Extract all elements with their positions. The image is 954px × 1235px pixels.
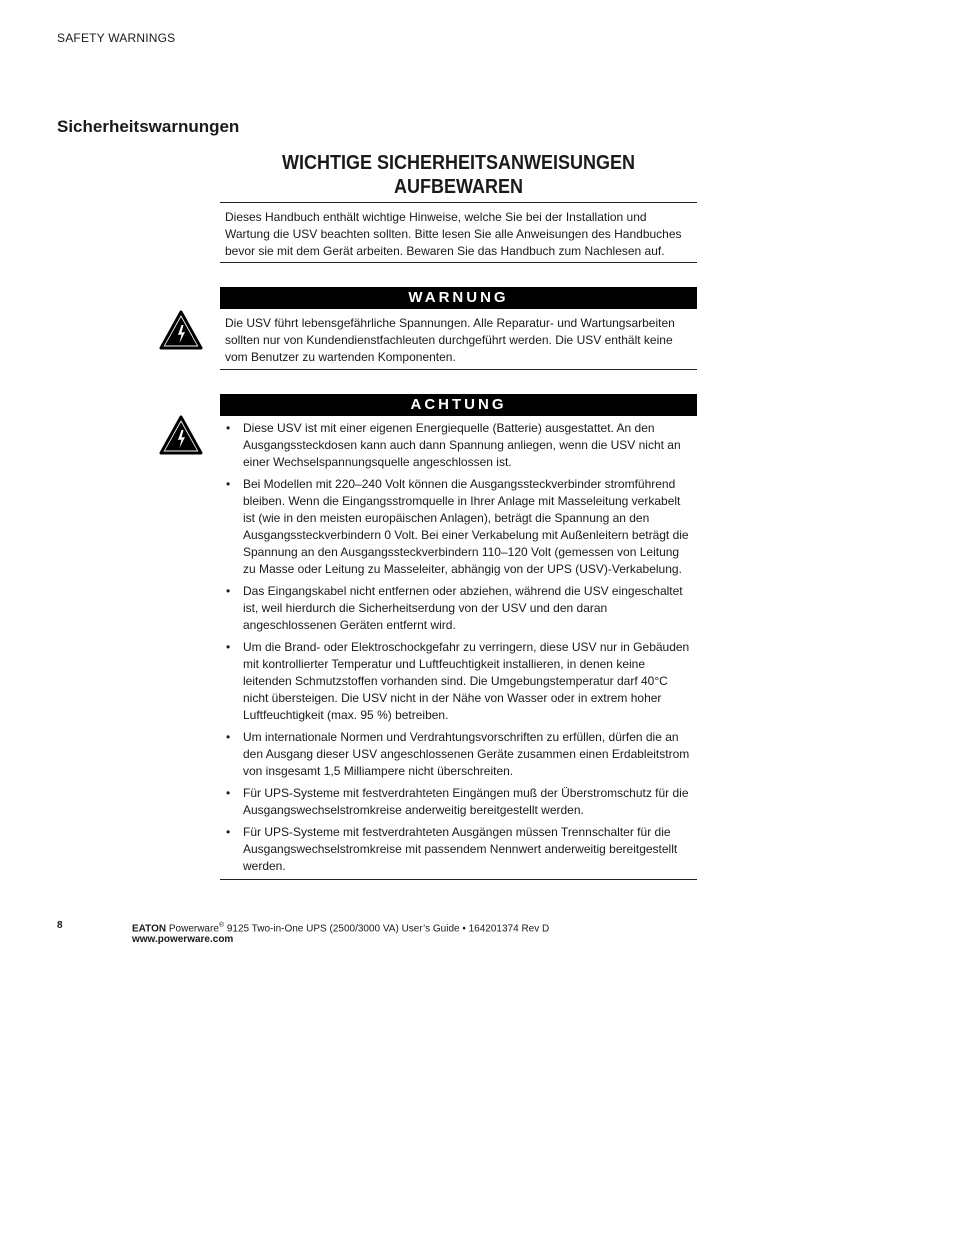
caution-item-text: Für UPS-Systeme mit festverdrahteten Eingängen muß der Überstromschutz für die Ausgangswechselstromkreise anderweitig bereitgestellt werden. (243, 786, 689, 817)
running-header: SAFETY WARNINGS (57, 31, 176, 45)
caution-item-text: Diese USV ist mit einer eigenen Energiequelle (Batterie) ausgestattet. An den Ausgangssteckdosen kann auch dann Spannung anliegen, wenn die USV nicht an einer Wechselspannungsquelle angeschlossen ist. (243, 421, 681, 469)
section-title: Sicherheitswarnungen (57, 117, 240, 136)
footer-website: www.powerware.com (132, 934, 234, 946)
caution-item-text: Um internationale Normen und Verdrahtungsvorschriften zu erfüllen, dürfen die an den Ausgang dieser USV angeschlossenen Geräte zusammen einen Erdableitstrom von insgesamt 1,5 Milliampere nicht überschreiten. (243, 730, 690, 778)
warning-banner: WARNUNG (220, 287, 697, 309)
bullet-symbol: • (226, 640, 231, 654)
caution-item-text: Bei Modellen mit 220–240 Volt können die Ausgangssteckverbinder stromführend bleiben. Wenn die Eingangsstromquelle in Ihrer Anlage mit Masseleitung verkabelt ist (wie in den meisten europäischen Anlagen), beträgt die Spannung an den Ausgangssteckverbindern 0 Volt. Bei einer Verkabelung mit Außenleitern beträgt die Spannung an den Ausgangssteckverbindern 110–120 Volt (gemessen von Leitung zu Masse oder Leitung zu Masseleiter, abhängig von der UPS (USV)-Verkabelung. (243, 477, 689, 576)
electrical-hazard-icon (159, 415, 203, 460)
caution-item-text: Für UPS-Systeme mit festverdrahteten Ausgängen müssen Trennschalter für die Ausgangswechselstromkreise mit passendem Nennwert anderweitig bereitgestellt werden. (243, 825, 678, 873)
bullet-symbol: • (226, 825, 231, 839)
footer-registered-mark: ® (218, 922, 225, 929)
bullet-symbol: • (226, 786, 231, 800)
footer-brand: EATON (132, 923, 167, 935)
footer-product: Powerware (168, 923, 219, 935)
intro-paragraph: Dieses Handbuch enthält wichtige Hinweise, welche Sie bei der Installation und Wartung die USV beachten sollten. Bitte lesen Sie alle Anweisungen des Handbuches bevor sie mit dem Gerät arbeiten. Bewaren Sie das Handbuch zum Nachlesen auf. (220, 202, 697, 263)
main-title (244, 151, 673, 199)
caution-list-item (220, 729, 695, 780)
caution-list (220, 420, 697, 880)
bullet-symbol: • (226, 730, 231, 744)
caution-list-item (220, 785, 695, 819)
bullet-symbol: • (226, 421, 231, 435)
bullet-symbol: • (226, 477, 231, 491)
caution-banner: ACHTUNG (220, 394, 697, 416)
page-number: 8 (57, 920, 63, 931)
caution-item-text: Um die Brand- oder Elektroschockgefahr zu verringern, diese USV nur in Gebäuden mit kontrollierter Temperatur und Luftfeuchtigkeit installieren, in denen keine leitenden Schmutzstoffen vorhanden sind. Die Umgebungstemperatur darf 40°C nicht übersteigen. Die USV nicht in der Nähe von Wasser oder in extrem hoher Luftfeuchtigkeit (max. 95 %) betreiben. (243, 640, 690, 722)
footer-info (132, 920, 549, 945)
warning-text: Die USV führt lebensgefährliche Spannungen. Alle Reparatur- und Wartungsarbeiten sollten nur von Kundendienstfachleuten durchgeführt werden. Die USV enthält keine vom Benutzer zu wartenden Komponenten. (220, 313, 697, 370)
electrical-hazard-icon (159, 310, 203, 355)
caution-list-item (220, 583, 695, 634)
caution-list-item (220, 476, 695, 578)
caution-list-item (220, 639, 695, 724)
bullet-symbol: • (226, 584, 231, 598)
caution-list-item (220, 420, 695, 471)
main-title-line-1: WICHTIGE SICHERHEITSANWEISUNGEN (281, 152, 636, 174)
footer-guide-title: 9125 Two-in-One UPS (2500/3000 VA) User’s Guide • 164201374 Rev D (224, 923, 550, 935)
main-title-line-2: AUFBEWAREN (393, 176, 524, 198)
caution-list-item (220, 824, 695, 875)
caution-item-text: Das Eingangskabel nicht entfernen oder abziehen, während die USV eingeschaltet ist, weil hierdurch die Sicherheitserdung von der USV und den daran angeschlossenen Geräten entfernt wird. (243, 584, 683, 632)
